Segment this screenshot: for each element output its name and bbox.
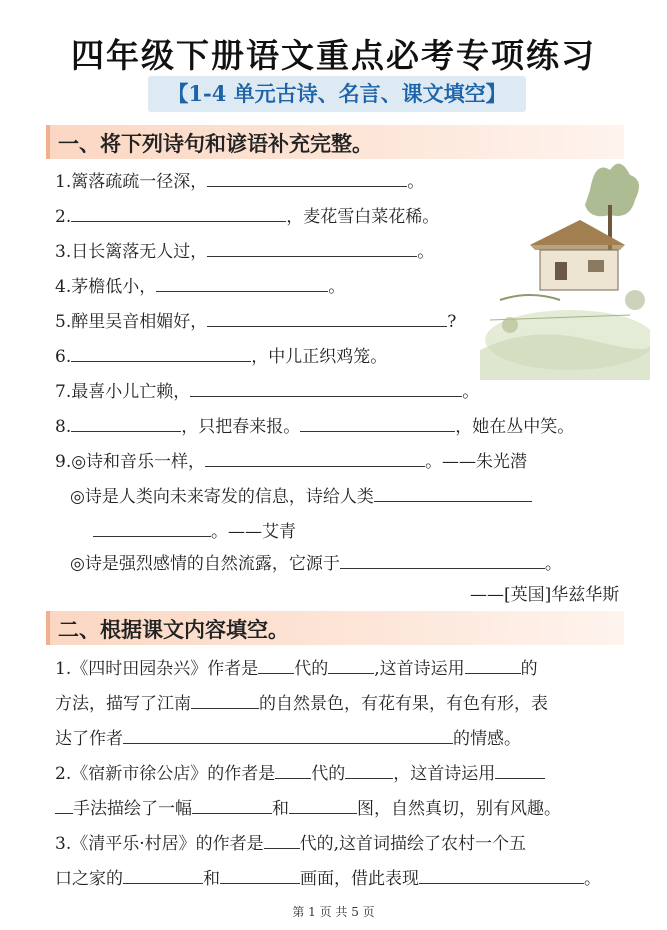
s2-q1-text-f: 的自然景色，有花有果，有色有形，表 xyxy=(259,694,548,714)
q3-end: 。 xyxy=(417,242,435,262)
q1-blank[interactable] xyxy=(207,166,407,187)
q2-num: 2. xyxy=(55,207,72,227)
page-footer: 第 1 页 共 5 页 xyxy=(292,905,375,919)
s2-q3-text-d: 和 xyxy=(203,869,220,889)
q9-text: 9.◎诗和音乐一样， xyxy=(55,452,206,472)
question-9 xyxy=(55,446,527,475)
q1-end: 。 xyxy=(407,172,425,192)
s2-q1-blank-3[interactable] xyxy=(465,653,521,674)
s2-q3-text-b: 代的,这首词描绘了农村一个五 xyxy=(299,834,527,854)
s2-line-5 xyxy=(55,793,561,822)
q9c-blank[interactable] xyxy=(340,548,545,569)
q6-blank[interactable] xyxy=(71,341,251,362)
q5-blank[interactable] xyxy=(207,306,447,327)
s2-q2-text-b: 代的 xyxy=(311,764,346,784)
s2-q2-blank-1[interactable] xyxy=(275,758,311,779)
question-9c-author: ——[英国]华兹华斯 xyxy=(470,585,620,605)
s2-line-1 xyxy=(55,653,538,682)
s2-q1-text-b: 代的 xyxy=(294,659,329,679)
q7-text: 7.最喜小儿亡赖， xyxy=(55,382,191,402)
s2-q2-blank-3[interactable] xyxy=(495,758,545,779)
question-3 xyxy=(55,236,434,265)
q9b-text: ◎诗是人类向未来寄发的信息，诗给人类 xyxy=(70,487,374,507)
q9c-text: ◎诗是强烈感情的自然流露，它源于 xyxy=(70,554,340,574)
section1-title: 一、将下列诗句和谚语补充完整。 xyxy=(58,131,373,156)
s2-q2-text-d: 手法描绘了一幅 xyxy=(73,799,192,819)
q8-num: 8. xyxy=(55,417,72,437)
q7-blank[interactable] xyxy=(190,376,462,397)
s2-q1-blank-4[interactable] xyxy=(191,688,259,709)
s2-line-2 xyxy=(55,688,548,717)
s2-q3-text-e: 画面，借此表现 xyxy=(300,869,419,889)
s2-q2-text-a: 2.《宿新市徐公店》的作者是 xyxy=(55,764,276,784)
question-9c xyxy=(70,548,562,577)
page-title: 四年级下册语文重点必考专项练习 xyxy=(71,36,596,75)
cottage-illustration xyxy=(470,150,650,380)
page-subtitle: 【1-4 单元古诗、名言、课文填空】 xyxy=(148,76,526,112)
question-9b-cont xyxy=(93,516,296,545)
q1-text: 1.篱落疏疏一径深， xyxy=(55,172,208,192)
q2-blank[interactable] xyxy=(71,201,286,222)
s2-q1-text-e: 方法，描写了江南 xyxy=(55,694,191,714)
q5-end: ? xyxy=(447,312,457,332)
q9b-author: 。——艾青 xyxy=(211,522,296,542)
q8-end: ，她在丛中笑。 xyxy=(455,417,575,437)
s2-q3-blank-2[interactable] xyxy=(123,863,203,884)
q5-text: 5.醉里吴音相媚好， xyxy=(55,312,208,332)
s2-q3-blank-4[interactable] xyxy=(419,863,584,884)
q6-num: 6. xyxy=(55,347,72,367)
s2-q2-blank-6[interactable] xyxy=(289,793,357,814)
s2-q1-text-d: 的 xyxy=(520,659,538,679)
s2-q1-blank-2[interactable] xyxy=(328,653,374,674)
s2-q2-text-e: 和 xyxy=(272,799,289,819)
s2-q1-text-c: ,这首诗运用 xyxy=(374,659,465,679)
q8-blank-2[interactable] xyxy=(300,411,455,432)
q4-text: 4.茅檐低小， xyxy=(55,277,157,297)
question-2 xyxy=(55,201,439,230)
question-1 xyxy=(55,166,424,195)
question-6 xyxy=(55,341,387,370)
s2-q1-text-a: 1.《四时田园杂兴》作者是 xyxy=(55,659,259,679)
q9-blank[interactable] xyxy=(205,446,425,467)
s2-q1-text-g: 达了作者 xyxy=(55,729,123,749)
q3-blank[interactable] xyxy=(207,236,417,257)
s2-line-3 xyxy=(55,723,521,752)
s2-q2-text-c: ，这首诗运用 xyxy=(393,764,496,784)
s2-q2-text-f: 图，自然真切，别有风趣。 xyxy=(357,799,561,819)
s2-line-6 xyxy=(55,828,526,857)
q9b-blank-2[interactable] xyxy=(93,516,211,537)
question-5 xyxy=(55,306,456,335)
q8-blank-1[interactable] xyxy=(71,411,181,432)
q9b-blank-1[interactable] xyxy=(374,481,532,502)
s2-q2-blank-5[interactable] xyxy=(192,793,272,814)
question-9b xyxy=(70,481,532,510)
question-8 xyxy=(55,411,574,440)
s2-q1-blank-5[interactable] xyxy=(123,723,453,744)
s2-q1-text-h: 的情感。 xyxy=(453,729,521,749)
s2-q2-blank-2[interactable] xyxy=(345,758,393,779)
q8-mid-text: ，只把春来报。 xyxy=(181,417,301,437)
q7-end: 。 xyxy=(462,382,480,402)
s2-q3-text-a: 3.《清平乐·村居》的作者是 xyxy=(55,834,264,854)
q6-text: ，中儿正织鸡笼。 xyxy=(251,347,388,367)
q4-blank[interactable] xyxy=(156,271,328,292)
s2-line-7 xyxy=(55,863,601,892)
q3-text: 3.日长篱落无人过， xyxy=(55,242,208,262)
q4-end: 。 xyxy=(328,277,346,297)
section2-title: 二、根据课文内容填空。 xyxy=(58,617,289,642)
question-4 xyxy=(55,271,345,300)
s2-q3-text-f: 。 xyxy=(584,869,601,889)
s2-q3-blank-3[interactable] xyxy=(220,863,300,884)
s2-line-4 xyxy=(55,758,545,787)
q9c-end: 。 xyxy=(544,554,562,574)
s2-q3-blank-1[interactable] xyxy=(264,828,300,849)
s2-q3-text-c: 口之家的 xyxy=(55,869,123,889)
q2-text: ，麦花雪白菜花稀。 xyxy=(286,207,440,227)
s2-q1-blank-1[interactable] xyxy=(258,653,294,674)
q9-end: 。——朱光潜 xyxy=(425,452,528,472)
question-7 xyxy=(55,376,479,405)
s2-q2-blank-4[interactable] xyxy=(55,793,73,814)
